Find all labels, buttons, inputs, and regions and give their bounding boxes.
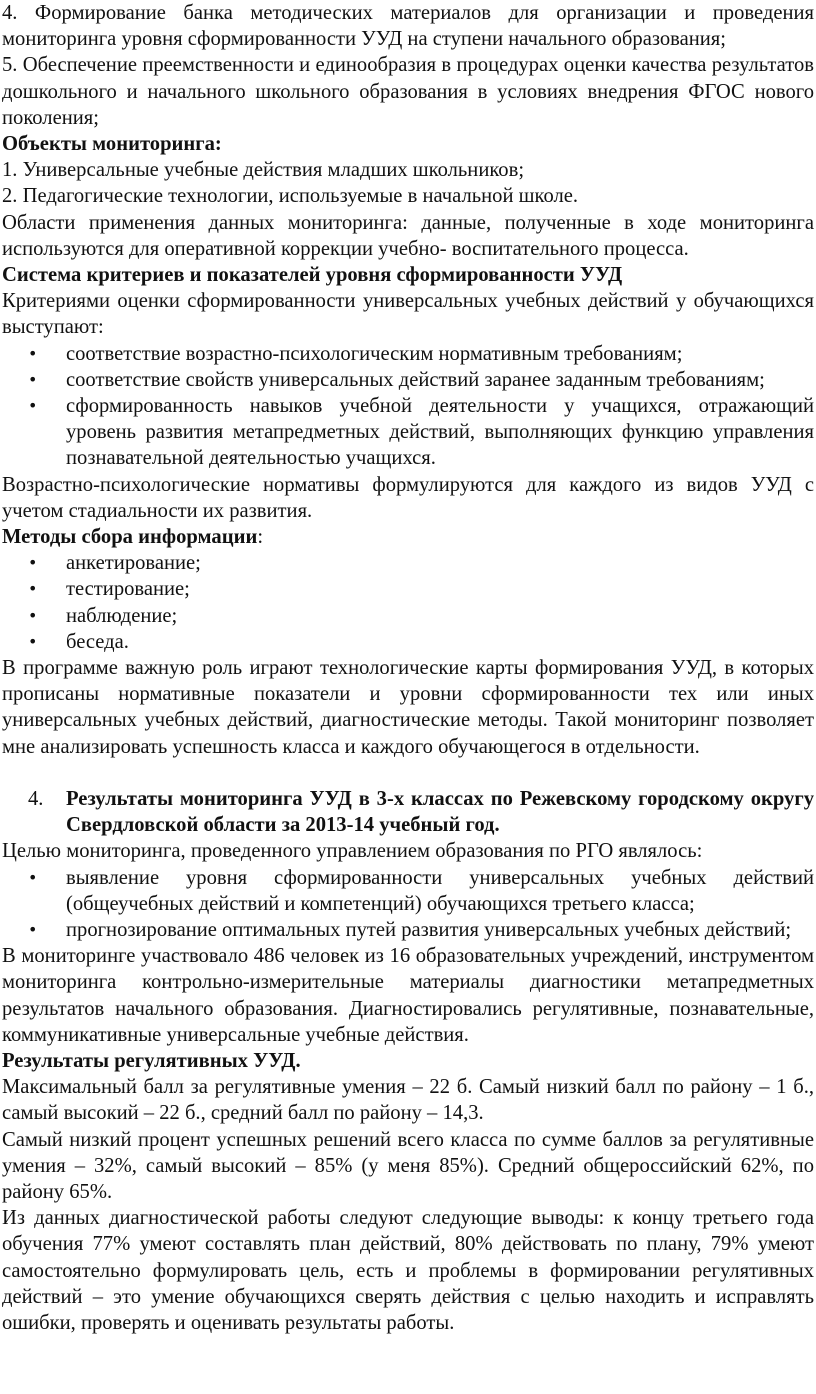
- list-item: • соответствие возрастно-психологическим нормативным требованиям;: [2, 341, 814, 367]
- paragraph-item-5: 5. Обеспечение преемственности и единообразия в процедурах оценки качества результатов дошкольного и начального школьного образования в условиях внедрения ФГОС нового поколения;: [2, 54, 814, 129]
- methods-colon: :: [257, 526, 264, 549]
- blank-line: [2, 760, 814, 786]
- participants-paragraph: В мониторинге участвовало 486 человек из 16 образовательных учреждений, инструментом мониторинга контрольно-измерительные материалы диагностики метапредметных результатов начального образования. Диагностировались регулятивные, познавательные, коммуникативные универсальные учебные действия.: [2, 945, 814, 1046]
- regulative-paragraph-1: Максимальный балл за регулятивные умения – 22 б. Самый низкий балл по району – 1 б., самый высокий – 22 б., средний балл по району – 14,3.: [2, 1076, 814, 1125]
- criteria-intro: Критериями оценки сформированности универсальных учебных действий у обучающихся выступают:: [2, 290, 814, 339]
- regulative-paragraph-3: Из данных диагностической работы следуют следующие выводы: к концу третьего года обучения 77% умеют составлять план действий, 80% действовать по плану, 79% умеют самостоятельно формулировать цель, есть и проблемы в формировании регулятивных действий – это умение обучающихся сверять действия с целью находить и исправлять ошибки, проверять и оценивать результаты работы.: [2, 1207, 814, 1334]
- methods-heading: Методы сбора информации: [2, 526, 258, 549]
- objects-item-2: 2. Педагогические технологии, используемые в начальной школе.: [2, 185, 579, 208]
- program-paragraph: В программе важную роль играют технологические карты формирования УУД, в которых прописаны нормативные показатели и уровни сформированности тех или иных универсальных учебных действий, диагностические методы. Такой мониторинг позволяет мне анализировать успешность класса и каждого обучающегося в отдельности.: [2, 657, 814, 758]
- regulative-heading: Результаты регулятивных УУД.: [2, 1049, 301, 1072]
- methods-heading-line: [2, 524, 814, 550]
- objects-heading: Объекты мониторинга:: [2, 133, 222, 156]
- list-item: • выявление уровня сформированности универсальных учебных действий (общеучебных действий и компетенций) обучающихся третьего класса;: [2, 865, 814, 917]
- section-4-heading: [2, 786, 814, 838]
- criteria-list: [2, 341, 814, 472]
- list-item: • тестирование;: [2, 576, 814, 602]
- list-item: • сформированность навыков учебной деятельности у учащихся, отражающий уровень развития метапредметных действий, выполняющих функцию управления познавательной деятельностью учащихся.: [2, 393, 814, 472]
- criteria-heading: Система критериев и показателей уровня сформированности УУД: [2, 264, 623, 287]
- list-item: • прогнозирование оптимальных путей развития универсальных учебных действий;: [2, 917, 814, 943]
- section-4-title: Результаты мониторинга УУД в 3-х классах по Режевскому городскому округу Свердловской области за 2013-14 учебный год.: [66, 787, 814, 837]
- list-item: • наблюдение;: [2, 603, 814, 629]
- list-item: • беседа.: [2, 629, 814, 655]
- list-item: • анкетирование;: [2, 550, 814, 576]
- list-item: • соответствие свойств универсальных действий заранее заданным требованиям;: [2, 367, 814, 393]
- regulative-paragraph-2: Самый низкий процент успешных решений всего класса по сумме баллов за регулятивные умения – 32%, самый высокий – 85% (у меня 85%). Средний общероссийский 62%, по району 65%.: [2, 1128, 814, 1203]
- methods-list: [2, 550, 814, 655]
- areas-paragraph: Области применения данных мониторинга: данные, полученные в ходе мониторинга используются для оперативной коррекции учебно- воспитательного процесса.: [2, 211, 814, 260]
- goal-intro: Целью мониторинга, проведенного управлением образования по РГО являлось:: [2, 840, 703, 863]
- objects-item-1: 1. Универсальные учебные действия младших школьников;: [2, 159, 525, 182]
- section-4-number: 4.: [28, 787, 44, 810]
- paragraph-item-4: 4. Формирование банка методических материалов для организации и проведения мониторинга уровня сформированности УУД на ступени начального образования;: [2, 2, 814, 51]
- goals-list: [2, 865, 814, 944]
- norms-paragraph: Возрастно-психологические нормативы формулируются для каждого из видов УУД с учетом стадиальности их развития.: [2, 473, 814, 522]
